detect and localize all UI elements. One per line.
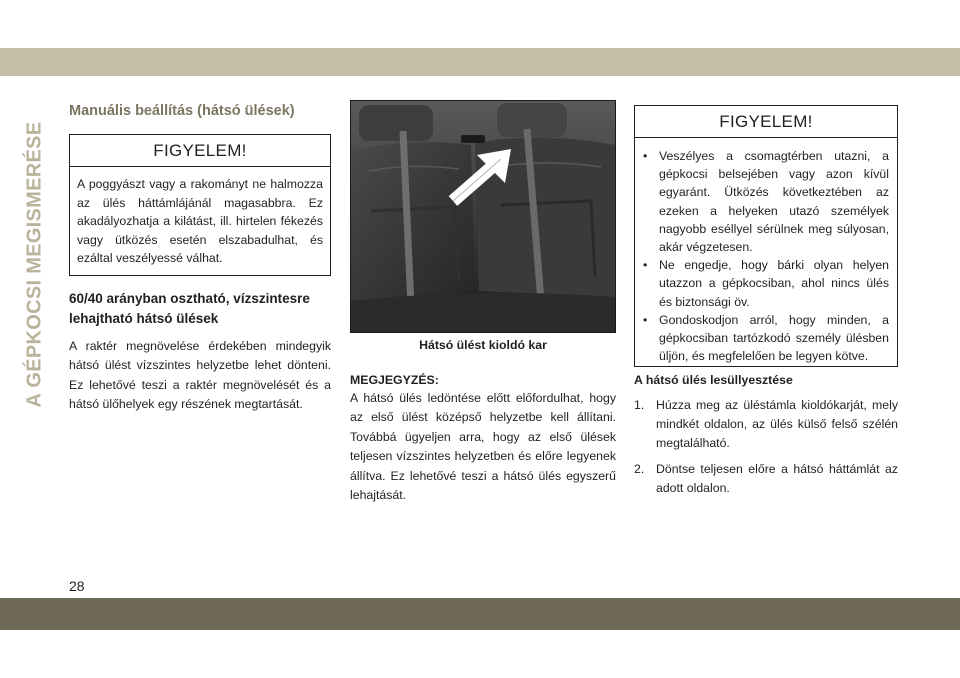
warning-bullet: • Gondoskodjon arról, hogy minden, a gépkocsiban tartózkodó személy ülésben üljön, és megfelelően be legyen kötve.: [643, 311, 889, 366]
rear-seat-illustration: [351, 101, 615, 332]
warning-bullet: • Veszélyes a csomagtérben utazni, a gépkocsi belsejében vagy azon kívül egyaránt. Ütközés következtében az ezeken a helyeken utazó személyek nagyobb eséllyel sérülnek meg súlyosan, akár végzetesen.: [643, 147, 889, 256]
step-number: 2.: [634, 462, 645, 476]
figure-caption-wrap: [350, 333, 616, 357]
figure-caption: Hátsó ülést kioldó kar: [350, 333, 616, 357]
rear-seat-photo: [350, 100, 616, 333]
top-color-band: [0, 48, 960, 76]
page-number: 28: [69, 578, 85, 594]
headrest-left: [359, 105, 433, 141]
step-text: Húzza meg az üléstámla kioldókarját, mely mindkét oldalon, az ülés külső felső szélén megtalálható.: [656, 398, 898, 450]
side-chapter-title-text: A GÉPKOCSI MEGISMERÉSE: [23, 121, 46, 407]
seat-release-lever: [461, 135, 485, 143]
headrest-right: [497, 103, 567, 137]
column-right: [634, 105, 898, 505]
section-heading: Manuális beállítás (hátsó ülések): [69, 103, 295, 119]
step-text: Döntse teljesen előre a hátsó háttámlát az adott oldalon.: [656, 462, 898, 495]
column-middle: [350, 100, 616, 505]
procedure-step: [634, 396, 898, 453]
note-text: A hátsó ülés ledöntése előtt előfordulhat, hogy az első ülést középső helyzetbe kell állítani. Továbbá ügyeljen arra, hogy az első ülések teljesen vízszintes helyzetben és előre legyenek állítva. Ez lehetővé teszi a hátsó ülés egyszerű lehajtását.: [350, 391, 616, 503]
step-number: 1.: [634, 398, 645, 412]
note-label: MEGJEGYZÉS:: [350, 373, 439, 387]
warning-bullet: • Ne engedje, hogy bárki olyan helyen utazzon a gépkocsiban, ahol nincs ülés és biztonsági öv.: [643, 256, 889, 311]
procedure-step: [634, 460, 898, 498]
subheading-split-seats: 60/40 arányban osztható, vízszintesre lehajtható hátsó ülések: [69, 291, 310, 326]
warning-text: A poggyászt vagy a rakományt ne halmozza az ülés háttámlájánál magasabbra. Ez akadályozhatja a kilátást, ill. hirtelen fékezés vagy ütközés esetén elszabadulhat, és ezáltal veszélyessé válhat.: [77, 177, 323, 266]
bottom-color-band: [0, 598, 960, 630]
procedure-title: A hátsó ülés lesüllyesztése: [634, 373, 793, 387]
warning-bullets: [635, 138, 897, 371]
seat-cushion: [351, 293, 615, 332]
warning-title: FIGYELEM!: [70, 135, 330, 167]
warning-box-luggage: [69, 134, 331, 276]
side-chapter-title: [20, 104, 50, 424]
body-paragraph: A raktér megnövelése érdekében mindegyik hátsó ülést vízszintes helyzetbe lehet dönteni. Ez lehetővé teszi a raktér megnövelését és a hátsó ülőhelyek egy részének megtartását.: [69, 339, 331, 412]
column-left: [69, 100, 331, 415]
warning-title-2: FIGYELEM!: [635, 106, 897, 138]
warning-box-cargo: [634, 105, 898, 367]
